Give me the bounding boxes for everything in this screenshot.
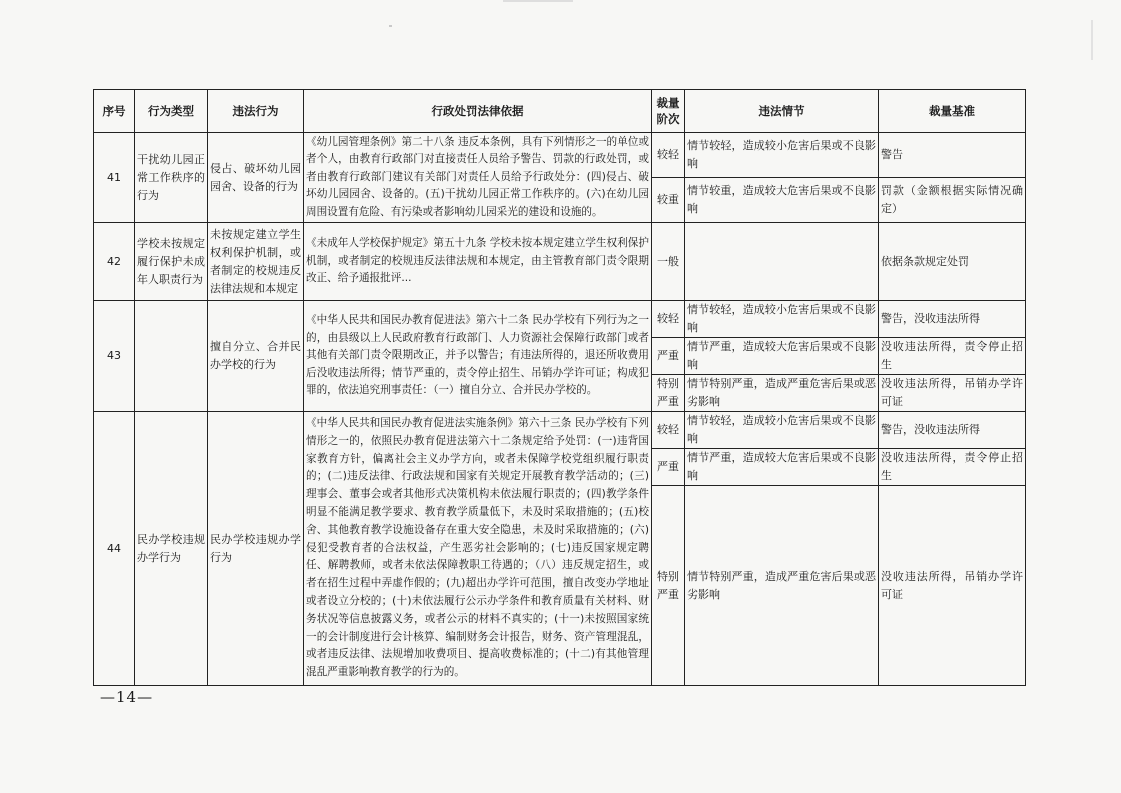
row-circumstances: 情节严重，造成较大危害后果或不良影响: [685, 449, 879, 486]
row-circumstances: 情节较重，造成较大危害后果或不良影响: [685, 178, 879, 223]
row-standard: 没收违法所得，责令停止招生: [879, 449, 1026, 486]
row-violation: 民办学校违规办学行为: [208, 412, 304, 686]
row-circumstances: 情节较轻，造成较小危害后果或不良影响: [685, 133, 879, 178]
row-level: 较轻: [652, 412, 685, 449]
header-standard: 裁量基准: [879, 90, 1026, 133]
header-behavior-type: 行为类型: [135, 90, 208, 133]
row-behavior-type: 民办学校违规办学行为: [135, 412, 208, 686]
row-standard: 警告: [879, 133, 1026, 178]
row-circumstances: 情节较轻，造成较小危害后果或不良影响: [685, 412, 879, 449]
row-behavior-type: 学校未按规定履行保护未成年人职责行为: [135, 223, 208, 301]
header-seq: 序号: [94, 90, 135, 133]
row-standard: 警告，没收违法所得: [879, 301, 1026, 338]
row-behavior-type: 干扰幼儿园正常工作秩序的行为: [135, 133, 208, 223]
table-row: [94, 301, 1026, 338]
header-legal-basis: 行政处罚法律依据: [304, 90, 652, 133]
row-level: 特别严重: [652, 486, 685, 686]
row-level: 严重: [652, 338, 685, 375]
row-seq: 43: [94, 301, 135, 412]
table-row: [94, 223, 1026, 301]
row-legal-basis: 《幼儿园管理条例》第二十八条 违反本条例，具有下列情形之一的单位或者个人，由教育行政部门对直接责任人员给予警告、罚款的行政处罚，或者由教育行政部门建议有关部门对责任人员给予行政处分：(四)侵占、破坏幼儿园园舍、设备的。(五)干扰幼儿园正常工作秩序的。(六)在幼儿园周围设置有危险、有污染或者影响幼儿园采光的建设和设施的。: [304, 133, 652, 223]
row-level: 较重: [652, 178, 685, 223]
row-behavior-type: [135, 301, 208, 412]
table-row: [94, 133, 1026, 178]
row-circumstances: 情节严重，造成较大危害后果或不良影响: [685, 338, 879, 375]
row-standard: 没收违法所得，责令停止招生: [879, 338, 1026, 375]
row-standard: 没收违法所得，吊销办学许可证: [879, 486, 1026, 686]
row-level: 较轻: [652, 301, 685, 338]
scan-dot: [389, 25, 392, 27]
row-legal-basis: 《中华人民共和国民办教育促进法》第六十二条 民办学校有下列行为之一的，由县级以上人民政府教育行政部门、人力资源社会保障行政部门或者其他有关部门责令限期改正，并予以警告；有违法所得的，退还所收费用后没收违法所得；情节严重的，责令停止招生、吊销办学许可证；构成犯罪的，依法追究刑事责任：（一）擅自分立、合并民办学校的。: [304, 301, 652, 412]
header-circumstances: 违法情节: [685, 90, 879, 133]
row-circumstances: [685, 223, 879, 301]
row-standard: 没收违法所得，吊销办学许可证: [879, 375, 1026, 412]
row-circumstances: 情节特别严重，造成严重危害后果或恶劣影响: [685, 486, 879, 686]
row-seq: 42: [94, 223, 135, 301]
scan-dot: [503, 0, 573, 2]
row-level: 严重: [652, 449, 685, 486]
row-violation: 擅自分立、合并民办学校的行为: [208, 301, 304, 412]
header-violation: 违法行为: [208, 90, 304, 133]
row-standard: 依据条款规定处罚: [879, 223, 1026, 301]
row-circumstances: 情节特别严重，造成严重危害后果或恶劣影响: [685, 375, 879, 412]
row-violation: 未按规定建立学生权利保护机制，或者制定的校规违反法律法规和本规定: [208, 223, 304, 301]
table-header-row: [94, 90, 1026, 133]
row-seq: 41: [94, 133, 135, 223]
scan-dot: [1091, 20, 1093, 60]
table-row: [94, 412, 1026, 449]
row-standard: 罚款（金额根据实际情况确定）: [879, 178, 1026, 223]
row-seq: 44: [94, 412, 135, 686]
document-sheet: [93, 89, 1025, 686]
page-number: —14—: [100, 688, 154, 706]
row-standard: 警告，没收违法所得: [879, 412, 1026, 449]
row-level: 特别严重: [652, 375, 685, 412]
row-circumstances: 情节较轻，造成较小危害后果或不良影响: [685, 301, 879, 338]
row-violation: 侵占、破坏幼儿园园舍、设备的行为: [208, 133, 304, 223]
row-level: 一般: [652, 223, 685, 301]
row-level: 较轻: [652, 133, 685, 178]
penalty-discretion-table: [93, 89, 1026, 686]
header-level: 裁量阶次: [652, 90, 685, 133]
row-legal-basis: 《中华人民共和国民办教育促进法实施条例》第六十三条 民办学校有下列情形之一的，依照民办教育促进法第六十二条规定给予处罚：(一)违背国家教育方针，偏离社会主义办学方向，或者未保障学校党组织履行职责的；(二)违反法律、行政法规和国家有关规定开展教育教学活动的；(三)理事会、董事会或者其他形式决策机构未依法履行职责的；(四)教学条件明显不能满足教学要求、教育教学质量低下，未及时采取措施的；(五)校舍、其他教育教学设施设备存在重大安全隐患，未及时采取措施的；(六)侵犯受教育者的合法权益，产生恶劣社会影响的；(七)违反国家规定聘任、解聘教师，或者未依法保障教职工待遇的；（八）违反规定招生，或者在招生过程中弄虚作假的；(九)超出办学许可范围，擅自改变办学地址或者设立分校的；(十)未依法履行公示办学条件和教育质量有关材料、财务状况等信息披露义务，或者公示的材料不真实的；(十一)未按照国家统一的会计制度进行会计核算、编制财务会计报告，财务、资产管理混乱，或者违反法律、法规增加收费项目、提高收费标准的；(十二)有其他管理混乱严重影响教育教学的行为的。: [304, 412, 652, 686]
row-legal-basis: 《未成年人学校保护规定》第五十九条 学校未按本规定建立学生权利保护机制，或者制定的校规违反法律法规和本规定，由主管教育部门责令限期改正、给予通报批评...: [304, 223, 652, 301]
